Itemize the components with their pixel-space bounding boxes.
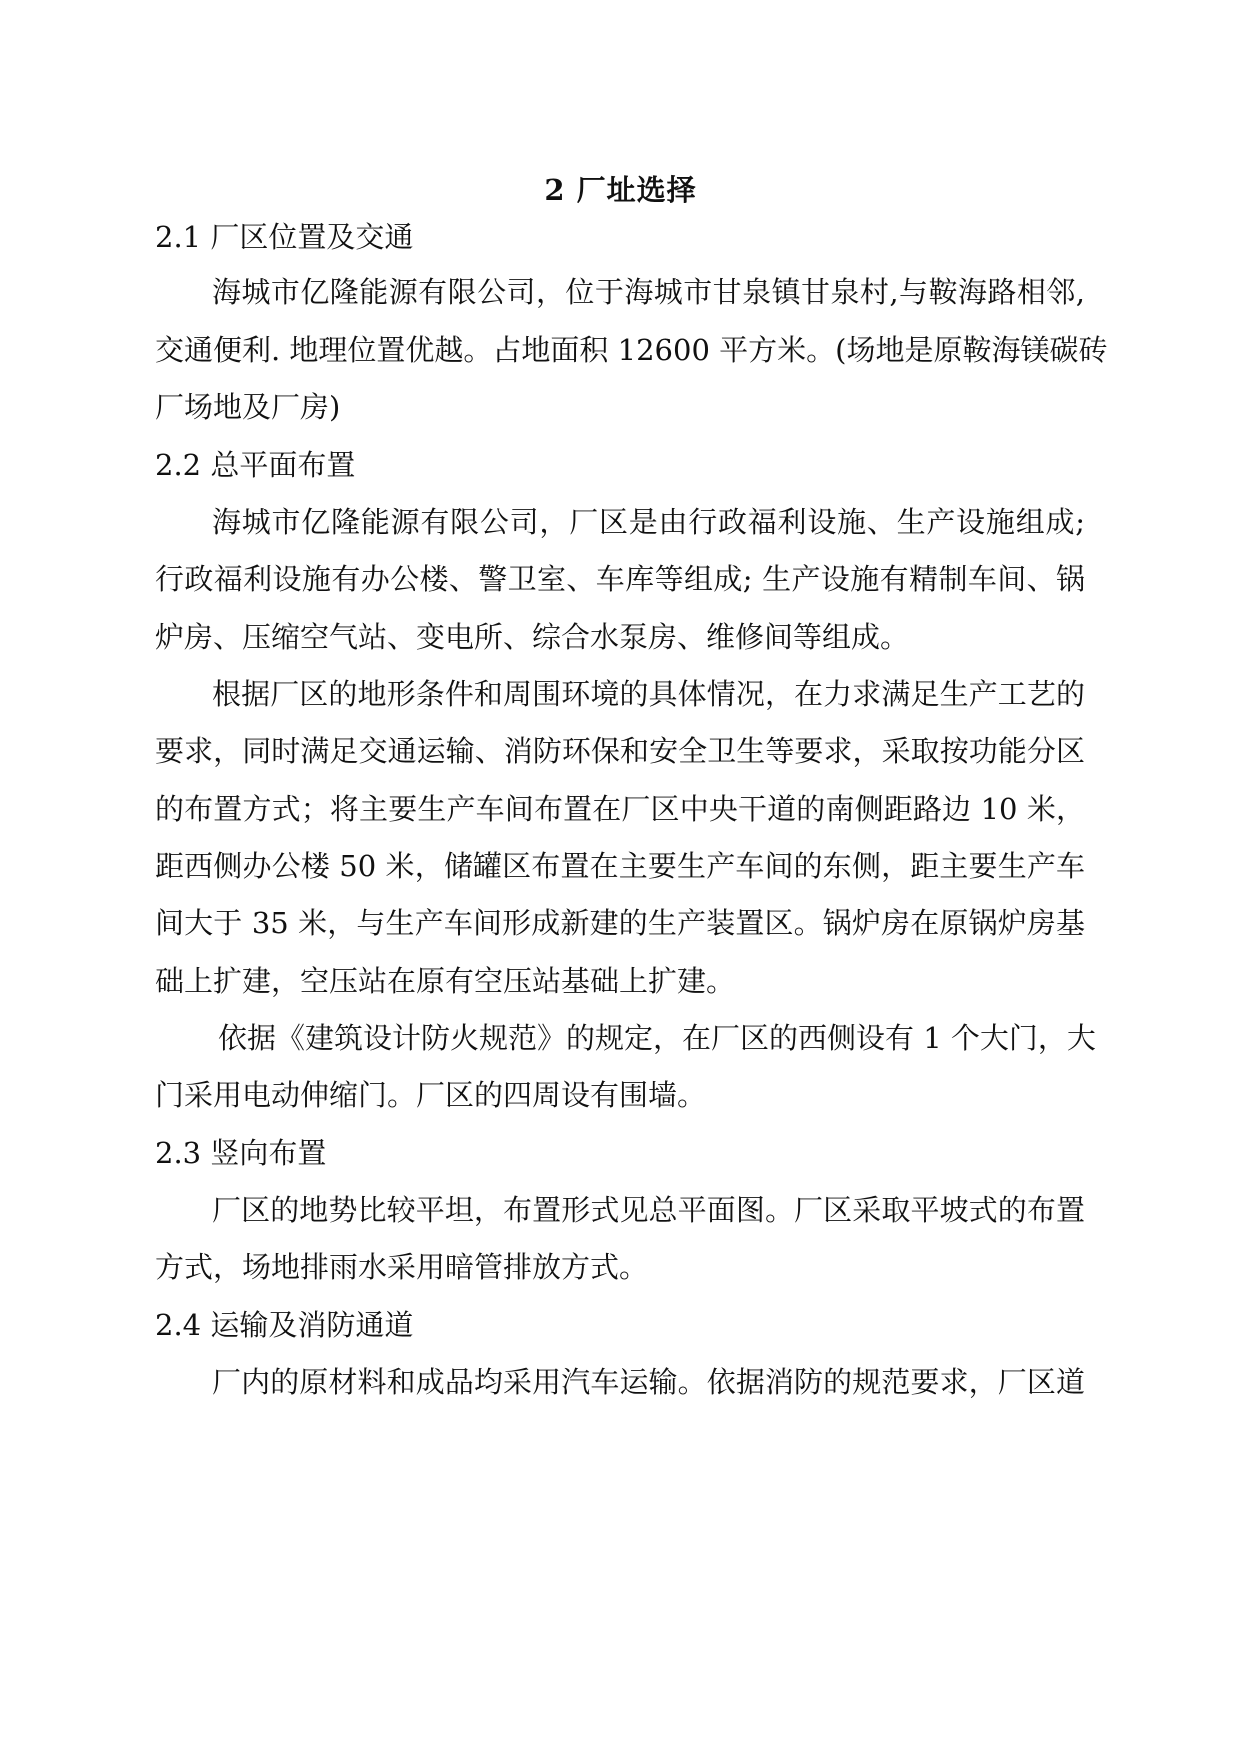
section-heading: 2.3 竖向布置 <box>155 1136 327 1170</box>
paragraph-line: 依据《建筑设计防火规范》的规定，在厂区的西侧设有 1 个大门，大 <box>218 1021 1096 1055</box>
paragraph-line: 间大于 35 米，与生产车间形成新建的生产装置区。锅炉房在原锅炉房基 <box>155 906 1085 940</box>
section-heading: 2.4 运输及消防通道 <box>155 1308 414 1342</box>
paragraph-line: 海城市亿隆能源有限公司，位于海城市甘泉镇甘泉村,与鞍海路相邻, <box>212 275 1085 309</box>
section-heading: 2.1 厂区位置及交通 <box>155 220 414 254</box>
paragraph-line: 础上扩建，空压站在原有空压站基础上扩建。 <box>155 964 736 998</box>
paragraph-line: 根据厂区的地形条件和周围环境的具体情况，在力求满足生产工艺的 <box>212 677 1085 711</box>
paragraph-line: 要求，同时满足交通运输、消防环保和安全卫生等要求，采取按功能分区 <box>155 734 1085 768</box>
paragraph-line: 行政福利设施有办公楼、警卫室、车库等组成; 生产设施有精制车间、锅 <box>155 562 1085 596</box>
paragraph-line: 厂区的地势比较平坦，布置形式见总平面图。厂区采取平坡式的布置 <box>212 1193 1085 1227</box>
paragraph-line: 海城市亿隆能源有限公司，厂区是由行政福利设施、生产设施组成; <box>212 505 1085 539</box>
paragraph-line: 距西侧办公楼 50 米，储罐区布置在主要生产车间的东侧，距主要生产车 <box>155 849 1085 883</box>
paragraph-line: 的布置方式；将主要生产车间布置在厂区中央干道的南侧距路边 10 米， <box>155 792 1085 826</box>
paragraph-line: 门采用电动伸缩门。厂区的四周设有围墙。 <box>155 1078 707 1112</box>
paragraph-line: 交通便利. 地理位置优越。占地面积 12600 平方米。(场地是原鞍海镁碳砖 <box>155 333 1108 367</box>
paragraph-line: 方式，场地排雨水采用暗管排放方式。 <box>155 1250 649 1284</box>
paragraph-line: 厂内的原材料和成品均采用汽车运输。依据消防的规范要求，厂区道 <box>212 1365 1085 1399</box>
paragraph-line: 炉房、压缩空气站、变电所、综合水泵房、维修间等组成。 <box>155 620 910 654</box>
paragraph-line: 厂场地及厂房) <box>155 390 341 424</box>
page-title: 2 厂址选择 <box>544 173 697 207</box>
section-heading: 2.2 总平面布置 <box>155 448 356 482</box>
